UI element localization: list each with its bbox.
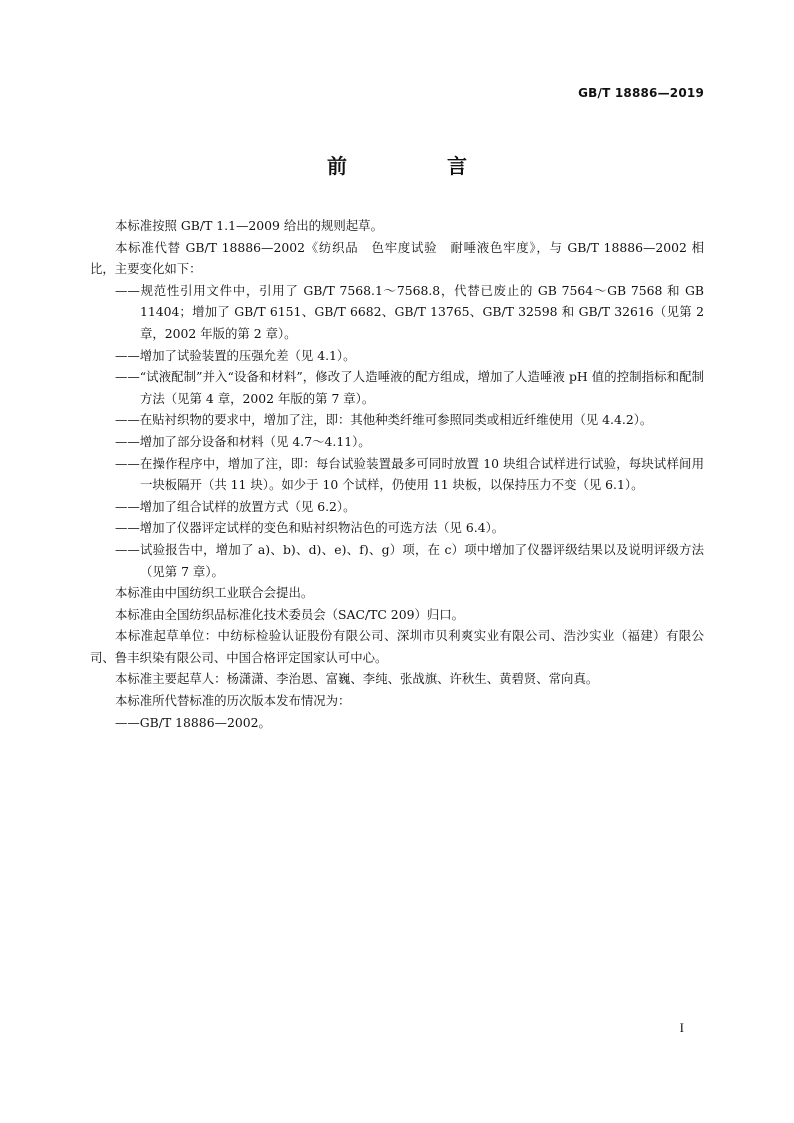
foreword-body (90, 215, 704, 733)
change-item: ——在贴衬织物的要求中，增加了注，即：其他种类纤维可参照同类或相近纤维使用（见 4.4.2）。 (115, 412, 653, 428)
page-title: 前 言 (327, 154, 507, 178)
page-number: I (679, 1020, 684, 1035)
paragraph: 本标准由中国纺织工业联合会提出。 (115, 585, 314, 601)
paragraph: 本标准按照 GB/T 1.1—2009 给出的规则起草。 (115, 218, 383, 233)
paragraph: 本标准由全国纺织品标准化技术委员会（SAC/TC 209）归口。 (115, 606, 465, 622)
change-item: ——增加了部分设备和材料（见 4.7～4.11）。 (115, 433, 371, 449)
change-item: ——试验报告中，增加了 a)、b)、d)、e)、f)、g）项，在 c）项中增加了仪器评级结果以及说明评级方法（见第 7 章）。 (115, 541, 704, 579)
paragraph: 本标准主要起草人：杨潇潇、李治恩、富巍、李纯、张战旗、许秋生、黄碧贤、常向真。 (115, 671, 599, 687)
change-item: ——增加了组合试样的放置方式（见 6.2）。 (115, 498, 356, 514)
change-item: ——增加了仪器评定试样的变色和贴衬织物沾色的可选方法（见 6.4）。 (115, 520, 505, 536)
change-item: ——增加了试验装置的压强允差（见 4.1）。 (115, 347, 356, 363)
paragraph: 本标准代替 GB/T 18886—2002《纺织品 色牢度试验 耐唾液色牢度》，与 GB/T 18886—2002 相比，主要变化如下： (90, 239, 704, 277)
standard-number: GB/T 18886—2019 (578, 86, 704, 100)
change-item: ——“试液配制”并入“设备和材料”，修改了人造唾液的配方组成，增加了人造唾液 pH 值的控制指标和配制方法（见第 4 章，2002 年版的第 7 章）。 (115, 369, 704, 406)
change-item: ——在操作程序中，增加了注，即：每台试验装置最多可同时放置 10 块组合试样进行试验，每块试样间用一块板隔开（共 11 块）。如少于 10 个试样，仍使用 11 块板，以保持压力不变（见 6.1）。 (115, 455, 704, 493)
paragraph: 本标准所代替标准的历次版本发布情况为： (115, 693, 351, 709)
history-item: ——GB/T 18886—2002。 (115, 714, 271, 730)
change-item: ——规范性引用文件中，引用了 GB/T 7568.1～7568.8，代替已废止的 GB 7564～GB 7568 和 GB 11404；增加了 GB/T 6151、GB/T 6682、GB/T 13765、GB/T 32598 和 GB/T 32616（见第 2 章，2002 年版的第 2 章）。 (115, 282, 704, 341)
paragraph: 本标准起草单位：中纺标检验认证股份有限公司、深圳市贝利爽实业有限公司、浩沙实业（福建）有限公司、鲁丰织染有限公司、中国合格评定国家认可中心。 (90, 628, 704, 665)
